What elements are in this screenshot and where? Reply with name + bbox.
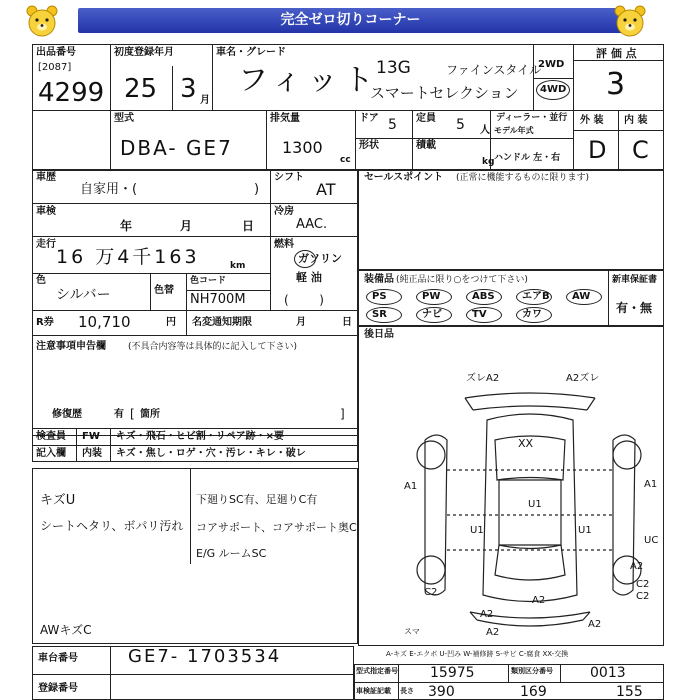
- color: シルバー: [56, 287, 111, 303]
- mark-4: A1: [404, 481, 418, 492]
- mark-7: U1: [578, 525, 592, 536]
- capacity-label: 定員: [416, 113, 436, 124]
- history-close: ): [254, 182, 260, 197]
- front-bumper-inner: [473, 406, 587, 410]
- ac-label: 冷房: [274, 206, 294, 217]
- mileage: 16 万4千163: [56, 246, 200, 268]
- mark-12: A2: [532, 595, 546, 606]
- drive-2wd: 2WD: [538, 59, 565, 70]
- bear-mascot-right-icon: [612, 4, 648, 38]
- left-rear-wheel: [417, 556, 445, 584]
- equipment-item: エアB: [522, 291, 550, 302]
- model-year-label: モデル年式: [494, 126, 534, 135]
- roof: [499, 480, 561, 545]
- interior-grade: C: [632, 136, 649, 164]
- sales-point-label: セールスポイント: [364, 172, 444, 183]
- mark-15: C2: [636, 579, 650, 590]
- color-change-label: 色替: [154, 285, 174, 296]
- banner: [0, 0, 700, 40]
- class-number-label: 類別区分番号: [511, 667, 553, 675]
- history-label: 車歴: [36, 172, 56, 183]
- registration-month-unit: 月: [200, 95, 210, 106]
- drive-4wd: 4WD: [540, 84, 567, 95]
- capacity-unit: 人: [480, 125, 490, 136]
- interior-check-label: 内装: [82, 448, 102, 459]
- mileage-label: 走行: [36, 239, 56, 250]
- mark-5: U1: [528, 499, 542, 510]
- model-code: DBA- GE7: [120, 136, 233, 160]
- mark-11: A2: [630, 561, 644, 572]
- recycle-fee: 10,710: [78, 313, 131, 331]
- repair-value: 有: [114, 409, 124, 420]
- equipment-item: PW: [422, 291, 441, 302]
- right-front-wheel: [613, 441, 641, 469]
- fuel-label: 燃料: [274, 239, 294, 250]
- mileage-unit: km: [230, 261, 246, 271]
- fuel-diesel: 軽 油: [296, 271, 322, 284]
- note-4: コアサポート、コアサポート奥C: [196, 521, 357, 534]
- mark-8: C2: [424, 587, 438, 598]
- sales-point-sub: (正常に機能するものに限ります): [456, 173, 590, 183]
- chassis-label: 車台番号: [38, 653, 78, 664]
- damage-legend: A-キズ E-エクボ U-凹み W-補修跡 S-サビ C-腐食 XX-交換: [386, 650, 569, 658]
- name-change-day: 日: [342, 317, 352, 328]
- fw-items: キズ・飛石・ヒビ割・リペア跡・×要: [116, 431, 284, 442]
- inspection-label: 車検: [36, 206, 56, 217]
- inspection-month-unit: 月: [180, 219, 193, 233]
- displacement-label: 排気量: [270, 113, 300, 124]
- mark-13: A2: [480, 609, 494, 620]
- notes-label: 注意事項申告欄: [36, 341, 106, 352]
- equipment-item: カワ: [522, 309, 542, 320]
- mark-17: A2: [486, 627, 500, 638]
- registration-year: 25: [124, 74, 158, 104]
- lot-number-label: 出品番号: [36, 47, 76, 58]
- rear-window: [495, 545, 565, 580]
- score: 3: [606, 67, 626, 102]
- car-damage-diagram: [395, 380, 665, 640]
- repair-part: 箇所: [140, 409, 160, 420]
- history: 自家用・(: [80, 182, 138, 197]
- banner-title: 完全ゼロ切りコーナー: [78, 8, 623, 33]
- model-designation-label: 型式指定番号: [356, 667, 398, 675]
- color-code: NH700M: [190, 292, 246, 307]
- mark-1: ズレA2: [466, 373, 500, 384]
- model-designation-number: 15975: [430, 665, 475, 681]
- mark-18: スマ: [404, 627, 420, 636]
- length-label: 長さ: [400, 687, 414, 695]
- length: 390: [428, 684, 455, 700]
- front-bumper-top: [465, 393, 595, 398]
- equipment-item: TV: [472, 309, 487, 320]
- left-side: [425, 435, 447, 595]
- lot-sub: [2087]: [38, 62, 72, 73]
- fuel-bracket: ( ): [284, 293, 324, 307]
- equipment-item: AW: [572, 291, 591, 302]
- inspection-year-unit: 年: [120, 219, 133, 233]
- score-label: 評 価 点: [596, 47, 637, 60]
- registration-month: 3: [180, 74, 197, 104]
- mark-6: U1: [470, 525, 484, 536]
- model-label: 型式: [114, 113, 134, 124]
- name-change-month: 月: [296, 317, 306, 328]
- equipment-item: ABS: [472, 291, 495, 302]
- interior-items: キズ・焦し・ロゲ・穴・汚レ・キレ・破レ: [116, 448, 306, 459]
- shape-label: 形状: [359, 140, 379, 151]
- size-label: 車検証記載: [356, 687, 391, 695]
- sales-point-box: [358, 170, 664, 270]
- mark-9: A1: [644, 479, 658, 490]
- class-number: 0013: [590, 665, 626, 681]
- mark-2: A2ズレ: [566, 373, 600, 384]
- grade-3: スマートセレクション: [370, 84, 519, 102]
- note-5: E/G ルームSC: [196, 547, 267, 560]
- door-count: 5: [388, 117, 397, 133]
- note-3: 下廻りSC有、足廻りC有: [196, 493, 318, 506]
- ac: AAC.: [296, 217, 328, 232]
- equipment-item: ナビ: [422, 309, 442, 320]
- left-front-wheel: [417, 441, 445, 469]
- color-code-label: 色コード: [190, 276, 227, 286]
- mark-16: C2: [636, 591, 650, 602]
- equipment-sub: (純正品に限り○をつけて下さい): [396, 275, 528, 285]
- mark-3: XX: [518, 437, 534, 450]
- capacity: 5: [456, 117, 465, 133]
- new-warranty-label: 新車保証書: [612, 275, 658, 285]
- grade-2: ファインスタイル: [446, 63, 542, 77]
- fw-label: FW: [82, 431, 100, 442]
- chassis-number: GE7- 1703534: [128, 646, 282, 667]
- dealer-label: ディーラー・並行: [496, 113, 568, 123]
- entry-label: 記入欄: [36, 448, 66, 459]
- first-registration-label: 初度登録年月: [114, 47, 174, 58]
- later-items-label: 後日品: [364, 329, 394, 340]
- new-warranty: 有・無: [616, 301, 653, 315]
- color-label: 色: [36, 275, 46, 286]
- grade-1: 13G: [376, 58, 411, 78]
- load-label: 積載: [416, 140, 436, 151]
- exterior-grade: D: [588, 136, 607, 164]
- name-change-label: 名変通知期限: [192, 317, 252, 328]
- width: 169: [520, 684, 547, 700]
- inspector-label: 検査員: [36, 431, 66, 442]
- recycle-unit: 円: [166, 317, 176, 328]
- displacement: 1300: [282, 138, 323, 157]
- equipment-label: 装備品: [364, 274, 394, 285]
- car-name-label: 車名・グレード: [216, 47, 286, 58]
- notes-sub: (不具合内容等は具体的に記入して下さい): [128, 342, 298, 352]
- note-6: AWキズC: [40, 623, 92, 637]
- bear-mascot-left-icon: [24, 4, 60, 38]
- inspection-day-unit: 日: [242, 219, 255, 233]
- displacement-unit: cc: [340, 155, 351, 165]
- shift-label: シフト: [274, 172, 304, 183]
- car-name: フィット: [238, 63, 380, 98]
- height: 155: [616, 684, 643, 700]
- repair-label: 修復歴: [52, 409, 82, 420]
- registration-number-label: 登録番号: [38, 683, 78, 694]
- equipment-item: PS: [372, 291, 387, 302]
- mark-14: A2: [588, 619, 602, 630]
- equipment-item: SR: [372, 309, 387, 320]
- repair-bracket-close: ]: [340, 407, 345, 421]
- exterior-label: 外 装: [580, 115, 604, 126]
- note-2: シートヘタリ、ボパリ汚れ: [40, 519, 184, 533]
- note-1: キズU: [40, 493, 76, 508]
- door-label: ドア: [359, 113, 379, 124]
- load-unit: kg: [482, 157, 495, 167]
- recycle-label: R券: [36, 317, 54, 328]
- interior-label: 内 装: [624, 115, 648, 126]
- fuel-gas: ガソリン: [298, 252, 342, 265]
- mark-10: UC: [644, 535, 659, 546]
- handle-label: ハンドル 左・右: [494, 153, 561, 163]
- shift: AT: [316, 180, 336, 199]
- lot-number: 4299: [38, 78, 105, 108]
- repair-bracket: [: [130, 407, 135, 421]
